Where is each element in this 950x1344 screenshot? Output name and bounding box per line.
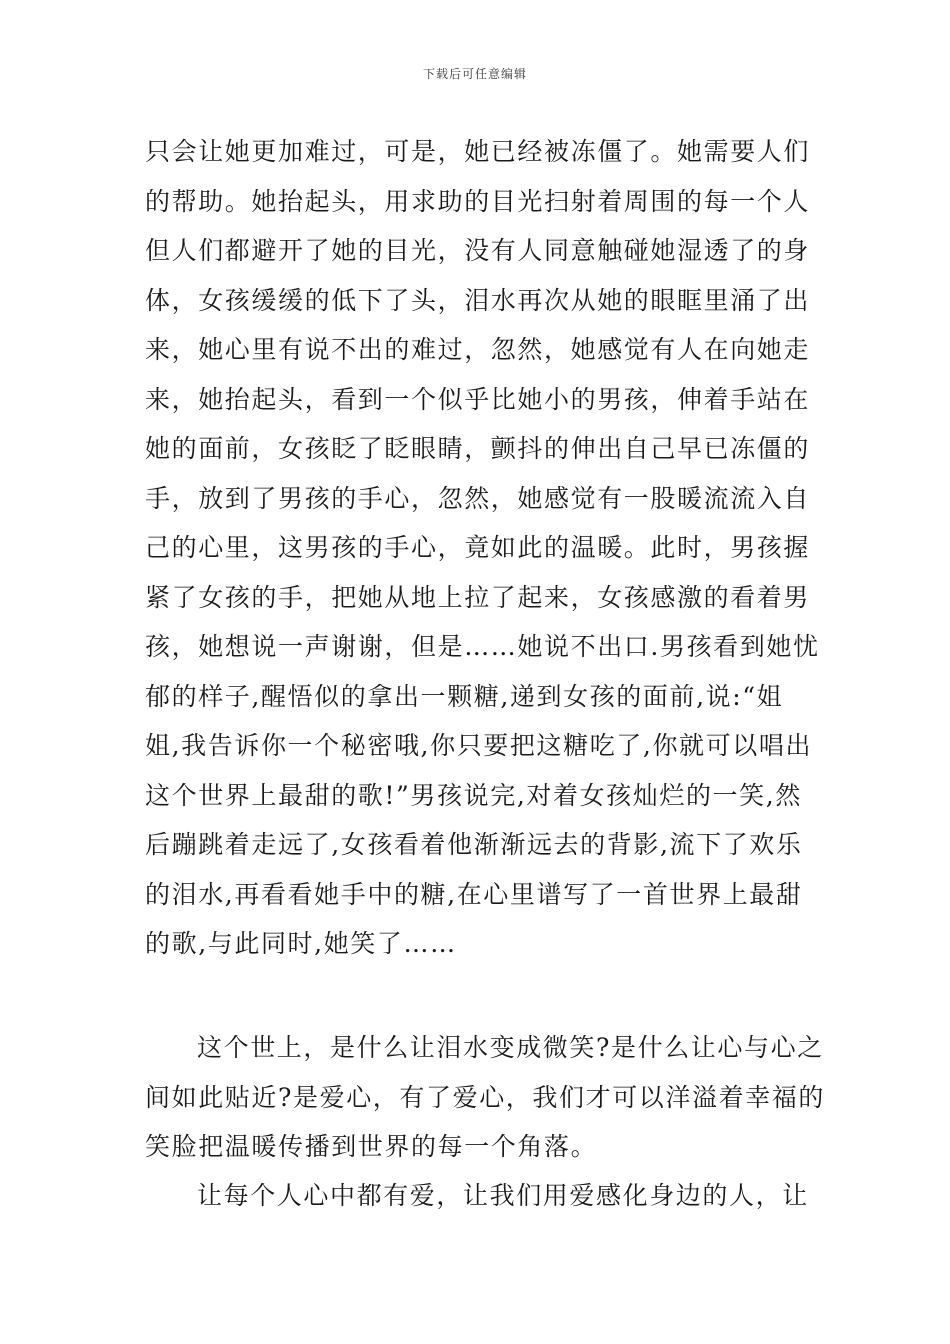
paragraph-story	[145, 127, 820, 969]
text-line: 后蹦跳着走远了,女孩看着他渐渐远去的背影,流下了欢乐	[145, 830, 803, 859]
text-line: 她的面前，女孩眨了眨眼睛，颤抖的伸出自己早已冻僵的	[145, 434, 811, 463]
text-line: 的泪水,再看看她手中的糖,在心里谱写了一首世界上最甜	[145, 879, 803, 909]
text-line: 但人们都避开了她的目光，没有人同意触碰她湿透了的身	[145, 236, 811, 265]
text-line: 让每个人心中都有爱，让我们用爱感化身边的人，让	[197, 1181, 809, 1210]
text-line: 来，她抬起头，看到一个似乎比她小的男孩，伸着手站在	[145, 384, 811, 414]
text-line: 孩，她想说一声谢谢，但是……她说不出口.男孩看到她忧	[145, 632, 820, 661]
text-line: 己的心里，这男孩的手心，竟如此的温暖。此时，男孩握	[145, 533, 811, 562]
text-line: 郁的样子,醒悟似的拿出一颗糖,递到女孩的面前,说:“姐	[145, 681, 784, 711]
paragraph-closing	[145, 1171, 817, 1221]
text-line: 这个世上，是什么让泪水变成微笑?是什么让心与心之	[197, 1033, 824, 1062]
page-header: 下载后可任意编辑	[422, 67, 527, 81]
text-line: 体，女孩缓缓的低下了头，泪水再次从她的眼眶里涌了出	[145, 285, 811, 315]
text-line: 的帮助。她抬起头，用求助的目光扫射着周围的每一个人	[145, 186, 811, 216]
text-line: 紧了女孩的手，把她从地上拉了起来，女孩感激的看着男	[145, 582, 811, 612]
text-line: 只会让她更加难过，可是，她已经被冻僵了。她需要人们	[145, 137, 811, 166]
text-line: 的歌,与此同时,她笑了……	[145, 929, 457, 958]
paragraph-reflection	[145, 1023, 826, 1172]
text-line: 间如此贴近?是爱心，有了爱心，我们才可以洋溢着幸福的	[145, 1082, 826, 1112]
text-line: 这个世界上最甜的歌!”男孩说完,对着女孩灿烂的一笑,然	[145, 780, 802, 810]
text-line: 手，放到了男孩的手心，忽然，她感觉有一股暖流流入自	[145, 483, 811, 513]
text-line: 笑脸把温暖传播到世界的每一个角落。	[145, 1132, 598, 1161]
text-line: 姐,我告诉你一个秘密哦,你只要把这糖吃了,你就可以唱出	[145, 731, 813, 760]
text-line: 来，她心里有说不出的难过，忽然，她感觉有人在向她走	[145, 335, 811, 364]
